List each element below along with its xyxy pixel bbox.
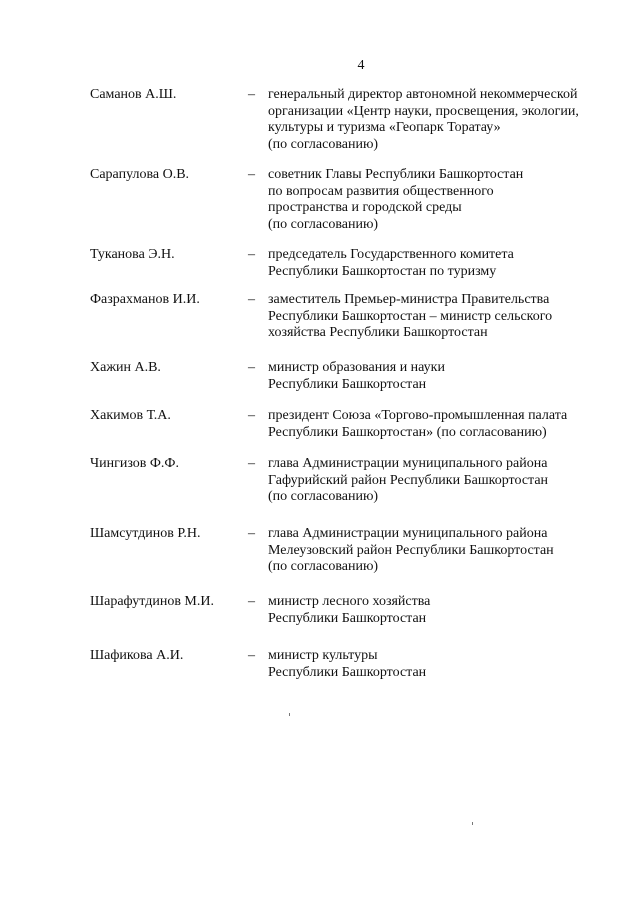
list-item <box>90 247 630 292</box>
dash-separator: – <box>248 292 255 307</box>
dash-separator: – <box>248 87 255 102</box>
dash-separator: – <box>248 648 255 663</box>
scan-speck <box>289 713 290 716</box>
member-role: министр образования и науки Республики Башкортостан <box>268 360 445 392</box>
member-role: министр культуры Республики Башкортостан <box>268 648 427 680</box>
page-number: 4 <box>357 58 365 73</box>
dash-separator: – <box>248 167 255 182</box>
list-item <box>90 167 630 247</box>
dash-separator: – <box>248 247 255 262</box>
list-item <box>90 87 630 167</box>
member-name: Сарапулова О.В. <box>90 167 190 182</box>
list-item <box>90 456 630 526</box>
member-name: Хакимов Т.А. <box>90 408 171 423</box>
member-name: Шамсутдинов Р.Н. <box>90 526 201 541</box>
list-item <box>90 594 630 648</box>
member-role: председатель Государственного комитета Республики Башкортостан по туризму <box>268 247 514 279</box>
member-name: Туканова Э.Н. <box>90 247 175 262</box>
member-name: Шарафутдинов М.И. <box>90 594 214 609</box>
dash-separator: – <box>248 360 255 375</box>
scan-speck <box>472 822 473 825</box>
member-name: Шафикова А.И. <box>90 648 184 663</box>
member-name: Фазрахманов И.И. <box>90 292 200 307</box>
member-role: глава Администрации муниципального района Гафурийский район Республики Башкортостан (по согласованию) <box>268 456 549 505</box>
list-item <box>90 526 630 594</box>
member-role: заместитель Премьер-министра Правительства Республики Башкортостан – министр сельского хозяйства Республики Башкортостан <box>268 292 553 341</box>
member-list <box>90 87 630 688</box>
dash-separator: – <box>248 594 255 609</box>
list-item <box>90 648 630 688</box>
dash-separator: – <box>248 408 255 423</box>
member-role: президент Союза «Торгово-промышленная палата Республики Башкортостан» (по согласованию) <box>268 408 568 440</box>
member-name: Чингизов Ф.Ф. <box>90 456 179 471</box>
member-role: министр лесного хозяйства Республики Башкортостан <box>268 594 431 626</box>
member-role: генеральный директор автономной некоммерческой организации «Центр науки, просвещения, экологии, культуры и туризма «Геопарк Торатау» (по согласованию) <box>268 87 579 152</box>
member-role: советник Главы Республики Башкортостан по вопросам развития общественного пространства и городской среды (по согласованию) <box>268 167 524 232</box>
dash-separator: – <box>248 456 255 471</box>
list-item <box>90 360 630 408</box>
list-item <box>90 408 630 456</box>
dash-separator: – <box>248 526 255 541</box>
member-role: глава Администрации муниципального района Мелеузовский район Республики Башкортостан (по согласованию) <box>268 526 554 575</box>
member-name: Саманов А.Ш. <box>90 87 177 102</box>
list-item <box>90 292 630 360</box>
member-name: Хажин А.В. <box>90 360 161 375</box>
